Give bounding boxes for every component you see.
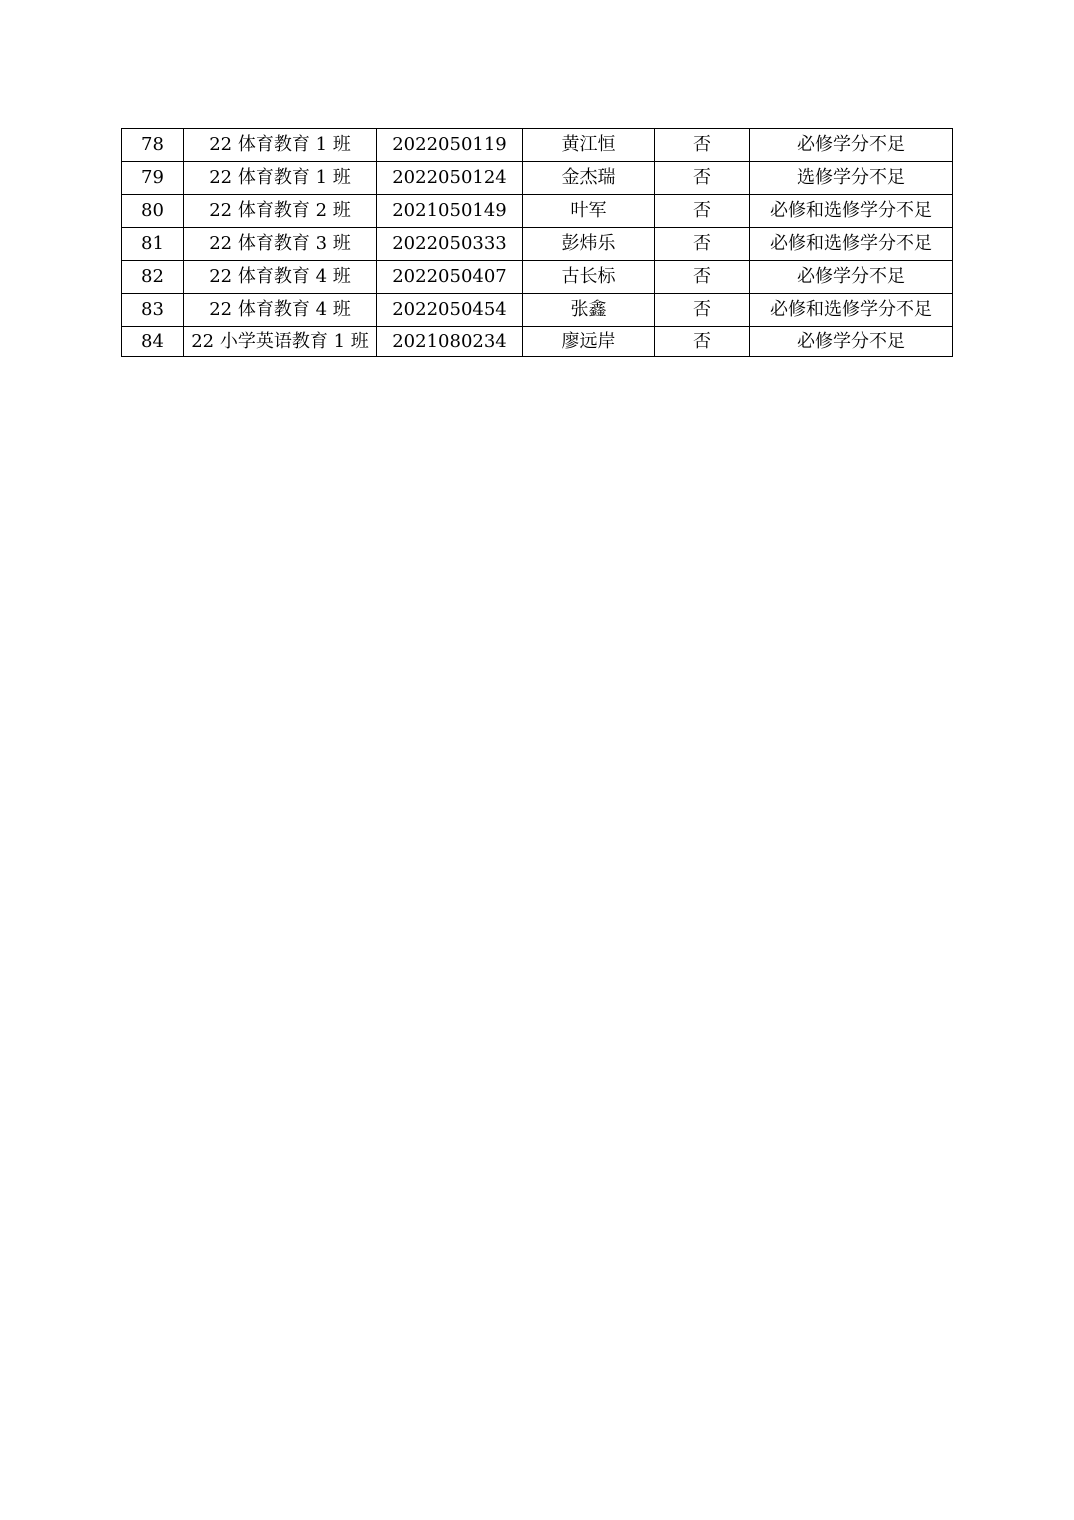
class-cell: 22 小学英语教育 1 班 <box>184 327 377 357</box>
status-flag-cell: 否 <box>655 195 750 228</box>
student-name-cell: 彭炜乐 <box>523 228 655 261</box>
table-row <box>122 327 953 357</box>
row-number-cell: 83 <box>122 294 184 327</box>
student-id-cell: 2022050407 <box>377 261 523 294</box>
status-flag-cell: 否 <box>655 228 750 261</box>
student-id-cell: 2022050124 <box>377 162 523 195</box>
class-cell: 22 体育教育 1 班 <box>184 129 377 162</box>
student-id-cell: 2022050333 <box>377 228 523 261</box>
reason-cell: 必修学分不足 <box>750 129 953 162</box>
status-flag-cell: 否 <box>655 261 750 294</box>
row-number-cell: 78 <box>122 129 184 162</box>
student-id-cell: 2021080234 <box>377 327 523 357</box>
student-name-cell: 金杰瑞 <box>523 162 655 195</box>
class-cell: 22 体育教育 4 班 <box>184 261 377 294</box>
reason-cell: 必修和选修学分不足 <box>750 294 953 327</box>
status-flag-cell: 否 <box>655 327 750 357</box>
student-id-cell: 2022050119 <box>377 129 523 162</box>
table-row <box>122 195 953 228</box>
status-flag-cell: 否 <box>655 294 750 327</box>
class-cell: 22 体育教育 3 班 <box>184 228 377 261</box>
row-number-cell: 80 <box>122 195 184 228</box>
row-number-cell: 79 <box>122 162 184 195</box>
student-name-cell: 张鑫 <box>523 294 655 327</box>
student-id-cell: 2022050454 <box>377 294 523 327</box>
class-cell: 22 体育教育 1 班 <box>184 162 377 195</box>
table-row <box>122 261 953 294</box>
status-flag-cell: 否 <box>655 162 750 195</box>
table-row <box>122 129 953 162</box>
table-row <box>122 294 953 327</box>
reason-cell: 选修学分不足 <box>750 162 953 195</box>
reason-cell: 必修和选修学分不足 <box>750 228 953 261</box>
class-cell: 22 体育教育 2 班 <box>184 195 377 228</box>
status-flag-cell: 否 <box>655 129 750 162</box>
student-name-cell: 古长标 <box>523 261 655 294</box>
table-row <box>122 162 953 195</box>
student-id-cell: 2021050149 <box>377 195 523 228</box>
reason-cell: 必修学分不足 <box>750 261 953 294</box>
class-cell: 22 体育教育 4 班 <box>184 294 377 327</box>
row-number-cell: 82 <box>122 261 184 294</box>
row-number-cell: 81 <box>122 228 184 261</box>
student-credit-table <box>121 128 953 357</box>
table-row <box>122 228 953 261</box>
reason-cell: 必修和选修学分不足 <box>750 195 953 228</box>
student-name-cell: 廖远岸 <box>523 327 655 357</box>
student-name-cell: 叶军 <box>523 195 655 228</box>
row-number-cell: 84 <box>122 327 184 357</box>
student-name-cell: 黄江恒 <box>523 129 655 162</box>
reason-cell: 必修学分不足 <box>750 327 953 357</box>
